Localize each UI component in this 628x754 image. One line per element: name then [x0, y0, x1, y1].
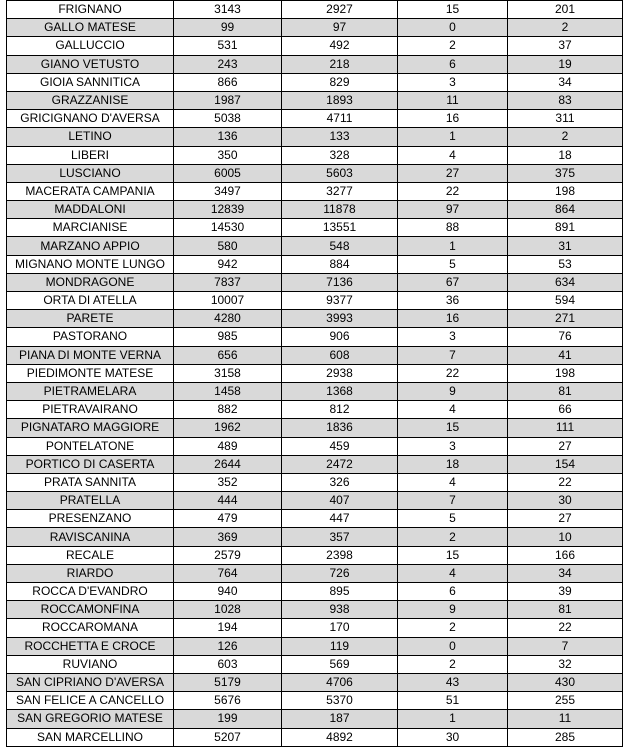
value-cell-2: 357: [282, 528, 398, 546]
table-row: [7, 73, 623, 91]
value-cell-4: 311: [508, 110, 623, 128]
table-row: [7, 419, 623, 437]
value-cell-4: 198: [508, 364, 623, 382]
value-cell-4: 76: [508, 328, 623, 346]
value-cell-1: 2579: [174, 546, 282, 564]
value-cell-1: 352: [174, 473, 282, 491]
value-cell-2: 938: [282, 601, 398, 619]
municipality-name-cell: GALLO MATESE: [7, 19, 174, 37]
table-row: [7, 673, 623, 691]
value-cell-2: 726: [282, 564, 398, 582]
value-cell-1: 764: [174, 564, 282, 582]
value-cell-1: 985: [174, 328, 282, 346]
value-cell-2: 812: [282, 401, 398, 419]
table-body: [7, 1, 623, 747]
municipality-name-cell: MARZANO APPIO: [7, 237, 174, 255]
value-cell-4: 31: [508, 237, 623, 255]
value-cell-4: 634: [508, 273, 623, 291]
value-cell-1: 479: [174, 510, 282, 528]
value-cell-1: 4280: [174, 310, 282, 328]
municipality-name-cell: SAN MARCELLINO: [7, 728, 174, 746]
table-row: [7, 237, 623, 255]
value-cell-1: 99: [174, 19, 282, 37]
table-row: [7, 655, 623, 673]
value-cell-1: 5676: [174, 692, 282, 710]
value-cell-1: 3158: [174, 364, 282, 382]
municipality-name-cell: PIETRAMELARA: [7, 382, 174, 400]
value-cell-4: 7: [508, 637, 623, 655]
table-row: [7, 328, 623, 346]
value-cell-3: 3: [398, 328, 508, 346]
municipality-name-cell: GRICIGNANO D'AVERSA: [7, 110, 174, 128]
municipality-name-cell: SAN CIPRIANO D'AVERSA: [7, 673, 174, 691]
table-row: [7, 364, 623, 382]
value-cell-1: 1028: [174, 601, 282, 619]
table-row: [7, 473, 623, 491]
table-row: [7, 201, 623, 219]
value-cell-3: 97: [398, 201, 508, 219]
value-cell-3: 4: [398, 401, 508, 419]
value-cell-4: 27: [508, 510, 623, 528]
value-cell-3: 27: [398, 164, 508, 182]
municipality-name-cell: ROCCAROMANA: [7, 619, 174, 637]
value-cell-2: 407: [282, 492, 398, 510]
municipality-name-cell: PIANA DI MONTE VERNA: [7, 346, 174, 364]
value-cell-3: 15: [398, 546, 508, 564]
value-cell-2: 2927: [282, 1, 398, 19]
value-cell-3: 67: [398, 273, 508, 291]
value-cell-4: 22: [508, 473, 623, 491]
municipality-name-cell: FRIGNANO: [7, 1, 174, 19]
table-row: [7, 619, 623, 637]
municipality-name-cell: SAN FELICE A CANCELLO: [7, 692, 174, 710]
value-cell-4: 201: [508, 1, 623, 19]
table-row: [7, 91, 623, 109]
value-cell-4: 375: [508, 164, 623, 182]
municipality-name-cell: PARETE: [7, 310, 174, 328]
value-cell-4: 430: [508, 673, 623, 691]
value-cell-1: 580: [174, 237, 282, 255]
municipality-name-cell: MONDRAGONE: [7, 273, 174, 291]
municipality-name-cell: ORTA DI ATELLA: [7, 292, 174, 310]
municipality-name-cell: RAVISCANINA: [7, 528, 174, 546]
value-cell-2: 2472: [282, 455, 398, 473]
value-cell-2: 492: [282, 37, 398, 55]
value-cell-3: 1: [398, 237, 508, 255]
value-cell-4: 27: [508, 437, 623, 455]
value-cell-1: 243: [174, 55, 282, 73]
value-cell-1: 12839: [174, 201, 282, 219]
value-cell-1: 1458: [174, 382, 282, 400]
value-cell-2: 3993: [282, 310, 398, 328]
table-row: [7, 564, 623, 582]
value-cell-1: 350: [174, 146, 282, 164]
value-cell-2: 2398: [282, 546, 398, 564]
value-cell-1: 5038: [174, 110, 282, 128]
value-cell-4: 30: [508, 492, 623, 510]
value-cell-2: 187: [282, 710, 398, 728]
value-cell-2: 328: [282, 146, 398, 164]
value-cell-4: 11: [508, 710, 623, 728]
value-cell-1: 199: [174, 710, 282, 728]
value-cell-3: 36: [398, 292, 508, 310]
value-cell-2: 9377: [282, 292, 398, 310]
value-cell-4: 166: [508, 546, 623, 564]
value-cell-4: 891: [508, 219, 623, 237]
table-row: [7, 455, 623, 473]
value-cell-4: 81: [508, 382, 623, 400]
value-cell-2: 13551: [282, 219, 398, 237]
value-cell-3: 5: [398, 510, 508, 528]
municipality-name-cell: LETINO: [7, 128, 174, 146]
table-row: [7, 110, 623, 128]
value-cell-3: 4: [398, 146, 508, 164]
value-cell-3: 0: [398, 19, 508, 37]
table-row: [7, 55, 623, 73]
municipality-name-cell: PASTORANO: [7, 328, 174, 346]
value-cell-4: 37: [508, 37, 623, 55]
value-cell-2: 218: [282, 55, 398, 73]
municipality-name-cell: ROCCAMONFINA: [7, 601, 174, 619]
municipality-name-cell: PIETRAVAIRANO: [7, 401, 174, 419]
value-cell-2: 459: [282, 437, 398, 455]
value-cell-3: 7: [398, 492, 508, 510]
value-cell-2: 884: [282, 255, 398, 273]
table-row: [7, 710, 623, 728]
value-cell-4: 39: [508, 583, 623, 601]
municipality-name-cell: GALLUCCIO: [7, 37, 174, 55]
municipality-name-cell: PIEDIMONTE MATESE: [7, 364, 174, 382]
value-cell-3: 0: [398, 637, 508, 655]
value-cell-3: 16: [398, 110, 508, 128]
value-cell-4: 864: [508, 201, 623, 219]
value-cell-1: 2644: [174, 455, 282, 473]
value-cell-4: 34: [508, 73, 623, 91]
value-cell-1: 136: [174, 128, 282, 146]
table-row: [7, 128, 623, 146]
table-row: [7, 601, 623, 619]
value-cell-1: 866: [174, 73, 282, 91]
table-row: [7, 401, 623, 419]
value-cell-2: 548: [282, 237, 398, 255]
value-cell-2: 608: [282, 346, 398, 364]
value-cell-4: 83: [508, 91, 623, 109]
value-cell-3: 6: [398, 55, 508, 73]
value-cell-4: 19: [508, 55, 623, 73]
value-cell-4: 285: [508, 728, 623, 746]
value-cell-2: 1836: [282, 419, 398, 437]
municipality-name-cell: PONTELATONE: [7, 437, 174, 455]
table-row: [7, 382, 623, 400]
value-cell-3: 2: [398, 655, 508, 673]
municipality-name-cell: PORTICO DI CASERTA: [7, 455, 174, 473]
value-cell-3: 4: [398, 473, 508, 491]
value-cell-3: 2: [398, 37, 508, 55]
value-cell-3: 15: [398, 419, 508, 437]
value-cell-1: 531: [174, 37, 282, 55]
value-cell-2: 119: [282, 637, 398, 655]
value-cell-4: 81: [508, 601, 623, 619]
municipality-name-cell: GIOIA SANNITICA: [7, 73, 174, 91]
table-row: [7, 182, 623, 200]
value-cell-3: 1: [398, 710, 508, 728]
value-cell-4: 53: [508, 255, 623, 273]
value-cell-3: 5: [398, 255, 508, 273]
table-row: [7, 292, 623, 310]
table-row: [7, 37, 623, 55]
table-row: [7, 1, 623, 19]
value-cell-3: 22: [398, 364, 508, 382]
table-row: [7, 437, 623, 455]
value-cell-4: 2: [508, 128, 623, 146]
table-row: [7, 273, 623, 291]
table-row: [7, 510, 623, 528]
table-row: [7, 164, 623, 182]
municipality-name-cell: RECALE: [7, 546, 174, 564]
value-cell-2: 895: [282, 583, 398, 601]
value-cell-1: 444: [174, 492, 282, 510]
value-cell-3: 30: [398, 728, 508, 746]
municipality-name-cell: RIARDO: [7, 564, 174, 582]
value-cell-4: 111: [508, 419, 623, 437]
value-cell-3: 51: [398, 692, 508, 710]
municipality-name-cell: PRESENZANO: [7, 510, 174, 528]
table-row: [7, 346, 623, 364]
value-cell-3: 6: [398, 583, 508, 601]
table-row: [7, 546, 623, 564]
value-cell-1: 940: [174, 583, 282, 601]
value-cell-1: 603: [174, 655, 282, 673]
value-cell-4: 18: [508, 146, 623, 164]
value-cell-1: 369: [174, 528, 282, 546]
value-cell-3: 3: [398, 73, 508, 91]
value-cell-1: 942: [174, 255, 282, 273]
value-cell-1: 3143: [174, 1, 282, 19]
value-cell-3: 2: [398, 619, 508, 637]
value-cell-4: 154: [508, 455, 623, 473]
value-cell-2: 133: [282, 128, 398, 146]
table-row: [7, 19, 623, 37]
municipality-name-cell: SAN GREGORIO MATESE: [7, 710, 174, 728]
value-cell-1: 6005: [174, 164, 282, 182]
value-cell-4: 34: [508, 564, 623, 582]
value-cell-2: 7136: [282, 273, 398, 291]
table-row: [7, 528, 623, 546]
municipality-data-table: [6, 0, 623, 747]
value-cell-3: 9: [398, 601, 508, 619]
municipality-name-cell: ROCCHETTA E CROCE: [7, 637, 174, 655]
value-cell-2: 11878: [282, 201, 398, 219]
value-cell-4: 255: [508, 692, 623, 710]
municipality-name-cell: MARCIANISE: [7, 219, 174, 237]
value-cell-4: 198: [508, 182, 623, 200]
table-row: [7, 692, 623, 710]
value-cell-2: 906: [282, 328, 398, 346]
municipality-name-cell: LIBERI: [7, 146, 174, 164]
value-cell-3: 3: [398, 437, 508, 455]
value-cell-2: 569: [282, 655, 398, 673]
value-cell-2: 1893: [282, 91, 398, 109]
table-row: [7, 146, 623, 164]
value-cell-1: 882: [174, 401, 282, 419]
value-cell-2: 5370: [282, 692, 398, 710]
value-cell-3: 9: [398, 382, 508, 400]
table-row: [7, 637, 623, 655]
value-cell-1: 5179: [174, 673, 282, 691]
value-cell-3: 15: [398, 1, 508, 19]
table-row: [7, 255, 623, 273]
value-cell-4: 32: [508, 655, 623, 673]
value-cell-1: 3497: [174, 182, 282, 200]
value-cell-4: 41: [508, 346, 623, 364]
municipality-name-cell: LUSCIANO: [7, 164, 174, 182]
municipality-name-cell: PIGNATARO MAGGIORE: [7, 419, 174, 437]
value-cell-4: 66: [508, 401, 623, 419]
municipality-name-cell: PRATELLA: [7, 492, 174, 510]
value-cell-3: 11: [398, 91, 508, 109]
municipality-name-cell: GRAZZANISE: [7, 91, 174, 109]
value-cell-2: 326: [282, 473, 398, 491]
value-cell-2: 5603: [282, 164, 398, 182]
value-cell-1: 656: [174, 346, 282, 364]
value-cell-2: 170: [282, 619, 398, 637]
data-table-container: [6, 0, 623, 747]
table-row: [7, 583, 623, 601]
value-cell-4: 22: [508, 619, 623, 637]
municipality-name-cell: MADDALONI: [7, 201, 174, 219]
value-cell-4: 594: [508, 292, 623, 310]
value-cell-4: 2: [508, 19, 623, 37]
value-cell-2: 447: [282, 510, 398, 528]
value-cell-2: 3277: [282, 182, 398, 200]
table-row: [7, 219, 623, 237]
value-cell-1: 14530: [174, 219, 282, 237]
value-cell-3: 1: [398, 128, 508, 146]
value-cell-1: 1987: [174, 91, 282, 109]
municipality-name-cell: MACERATA CAMPANIA: [7, 182, 174, 200]
table-row: [7, 310, 623, 328]
value-cell-3: 2: [398, 528, 508, 546]
value-cell-3: 7: [398, 346, 508, 364]
value-cell-2: 4706: [282, 673, 398, 691]
value-cell-3: 18: [398, 455, 508, 473]
value-cell-1: 194: [174, 619, 282, 637]
value-cell-1: 5207: [174, 728, 282, 746]
table-row: [7, 492, 623, 510]
value-cell-2: 2938: [282, 364, 398, 382]
value-cell-1: 10007: [174, 292, 282, 310]
value-cell-3: 43: [398, 673, 508, 691]
value-cell-2: 4711: [282, 110, 398, 128]
municipality-name-cell: MIGNANO MONTE LUNGO: [7, 255, 174, 273]
value-cell-2: 4892: [282, 728, 398, 746]
table-row: [7, 728, 623, 746]
value-cell-3: 22: [398, 182, 508, 200]
value-cell-1: 7837: [174, 273, 282, 291]
value-cell-4: 10: [508, 528, 623, 546]
value-cell-1: 489: [174, 437, 282, 455]
value-cell-1: 1962: [174, 419, 282, 437]
value-cell-1: 126: [174, 637, 282, 655]
value-cell-2: 97: [282, 19, 398, 37]
value-cell-3: 4: [398, 564, 508, 582]
value-cell-3: 16: [398, 310, 508, 328]
municipality-name-cell: GIANO VETUSTO: [7, 55, 174, 73]
value-cell-2: 1368: [282, 382, 398, 400]
value-cell-4: 271: [508, 310, 623, 328]
value-cell-2: 829: [282, 73, 398, 91]
value-cell-3: 88: [398, 219, 508, 237]
municipality-name-cell: ROCCA D'EVANDRO: [7, 583, 174, 601]
municipality-name-cell: RUVIANO: [7, 655, 174, 673]
municipality-name-cell: PRATA SANNITA: [7, 473, 174, 491]
